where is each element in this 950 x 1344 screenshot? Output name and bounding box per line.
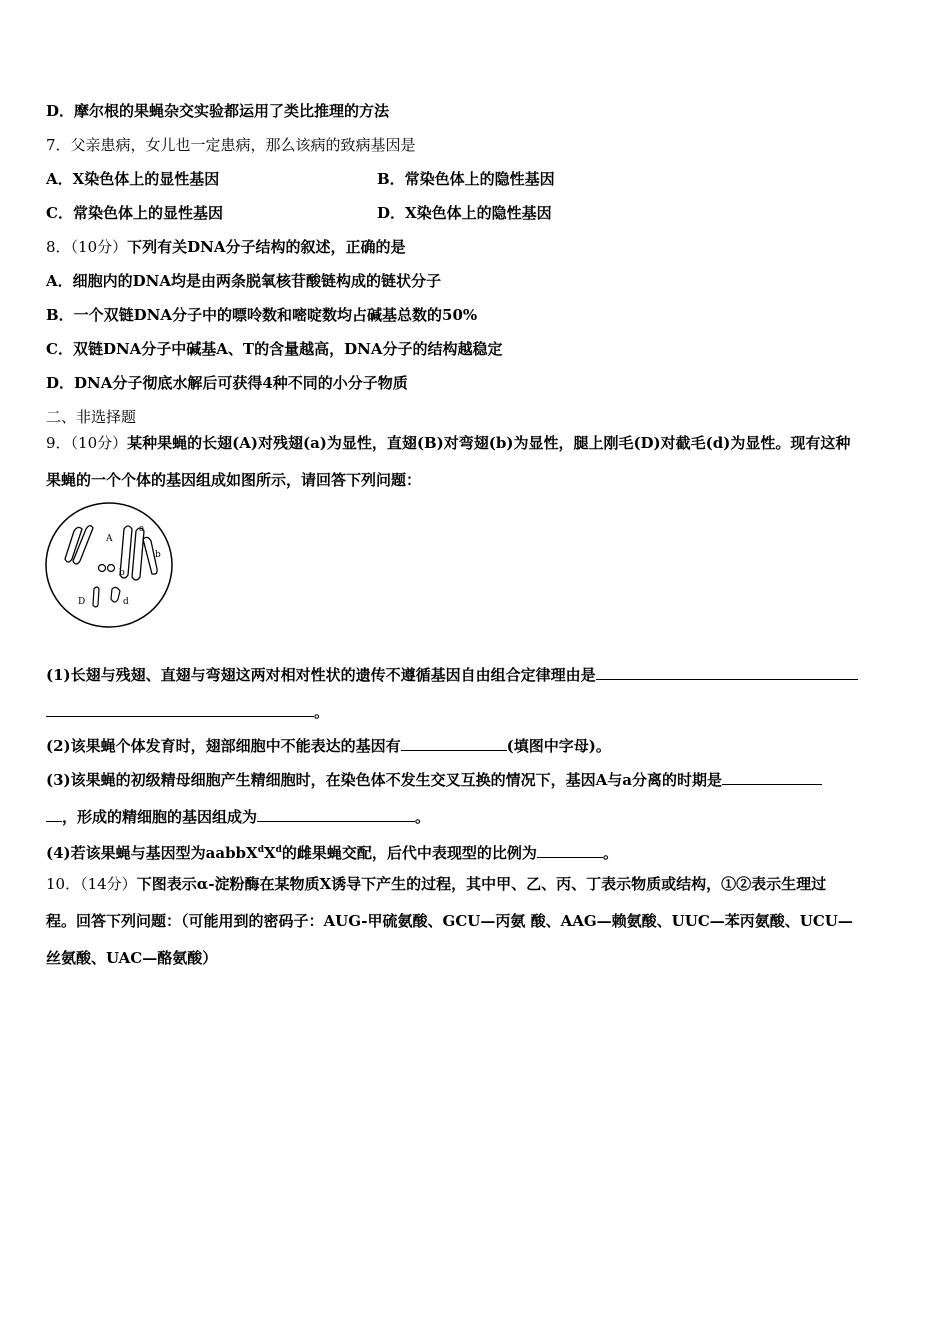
- q7-option-d: D．X染色体上的隐性基因: [377, 204, 552, 222]
- small-chromosome-2: [108, 565, 115, 572]
- q7-stem: 7．父亲患病，女儿也一定患病，那么该病的致病基因是: [46, 136, 416, 154]
- q9-stem-line2: 果蝇的一个个体的基因组成如图所示，请回答下列问题：: [46, 471, 422, 489]
- q9-sub4-x: X: [263, 844, 276, 862]
- label-A: A: [106, 534, 113, 544]
- q10-text-1: 下图表示α-淀粉酶在某物质X诱导下产生的过程，其中甲、乙、丙、丁表示物质或结构，①②表示生理过: [136, 875, 827, 893]
- q8-stem: [46, 237, 406, 257]
- q10-line1: [46, 874, 826, 894]
- q7-option-c: C．常染色体上的显性基因: [46, 204, 223, 222]
- q9-sub3-line2: [46, 805, 430, 827]
- q9-sub3-blank-1-cont[interactable]: [46, 805, 62, 822]
- q9-stem-line1: [46, 433, 850, 453]
- q10-line2: 程。回答下列问题：（可能用到的密码子：AUG-甲硫氨酸、GCU—丙氨 酸、AAG—赖氨酸、UUC—苯丙氨酸、UCU—: [46, 912, 853, 930]
- q9-sub2: [46, 734, 611, 756]
- q9-sub1-blank-2[interactable]: [46, 700, 314, 717]
- label-b-right: b: [155, 550, 161, 560]
- q9-sub4: [46, 840, 618, 863]
- q9-sub1-blank-1[interactable]: [596, 663, 858, 680]
- q9-sub1-line1: [46, 663, 858, 685]
- q7-option-b: B．常染色体上的隐性基因: [377, 170, 555, 188]
- q9-sub3-blank-1[interactable]: [722, 768, 822, 785]
- q9-sub1-line2: [46, 700, 329, 722]
- q8-number: 8．（10分）: [46, 238, 128, 256]
- q8-option-d: D．DNA分子彻底水解后可获得4种不同的小分子物质: [46, 374, 408, 392]
- q9-sub3-text: (3)该果蝇的初级精母细胞产生精细胞时，在染色体不发生交叉互换的情况下，基因A与a分离的时期是: [46, 771, 722, 789]
- label-b-left: b: [119, 568, 125, 578]
- y-chromosome: [111, 587, 120, 602]
- q9-stem-text-1: 某种果蝇的长翅(A)对残翅(a)为显性，直翅(B)对弯翅(b)为显性，腿上刚毛(D)对截毛(d)为显性。现有这种: [127, 434, 851, 452]
- q9-sub2-text: (2)该果蝇个体发育时，翅部细胞中不能表达的基因有: [46, 737, 401, 755]
- q7-option-a: A．X染色体上的显性基因: [46, 170, 220, 188]
- label-d: d: [123, 597, 129, 607]
- chromosome-4: [132, 528, 144, 580]
- q9-sub4-post: 的雌果蝇交配，后代中表现型的比例为: [281, 844, 537, 862]
- q9-sub3-blank-2[interactable]: [257, 805, 415, 822]
- q9-sub4-sup1: d: [257, 845, 264, 855]
- q6-option-d: D．摩尔根的果蝇杂交实验都运用了类比推理的方法: [46, 102, 390, 120]
- q9-sub4-end: 。: [602, 844, 618, 862]
- q9-sub4-sup2: d: [275, 845, 282, 855]
- small-chromosome-1: [99, 565, 106, 572]
- q8-option-b: B．一个双链DNA分子中的嘌呤数和嘧啶数均占碱基总数的50%: [46, 306, 478, 324]
- chromosome-figure: [44, 501, 174, 629]
- x-chromosome: [93, 587, 99, 607]
- q10-number: 10．（14分）: [46, 875, 137, 893]
- q8-option-c: C．双链DNA分子中碱基A、T的含量越高，DNA分子的结构越稳定: [46, 340, 503, 358]
- q9-number: 9．（10分）: [46, 434, 128, 452]
- q9-sub3-end: 。: [415, 808, 431, 826]
- q9-sub3-line1: [46, 768, 822, 790]
- section-title: 二、非选择题: [46, 408, 137, 426]
- q9-sub4-blank[interactable]: [537, 841, 603, 858]
- label-D: D: [78, 597, 86, 607]
- q8-option-a: A．细胞内的DNA均是由两条脱氧核苷酸链构成的链状分子: [46, 272, 441, 290]
- q8-stem-text: 下列有关DNA分子结构的叙述，正确的是: [127, 238, 406, 256]
- q9-sub4-pre: (4)若该果蝇与基因型为aabbX: [46, 844, 258, 862]
- chromosome-diagram: [44, 501, 174, 629]
- q9-sub2-end: (填图中字母)。: [506, 737, 611, 755]
- q9-sub1-text: (1)长翅与残翅、直翅与弯翅这两对相对性状的遗传不遵循基因自由组合定律理由是: [46, 666, 596, 684]
- q9-sub3-mid: ，形成的精细胞的基因组成为: [62, 808, 258, 826]
- q10-line3: 丝氨酸、UAC—酪氨酸）: [46, 949, 218, 967]
- chromosome-2: [73, 526, 93, 564]
- q9-sub1-end: 。: [314, 703, 330, 721]
- label-a: a: [139, 524, 145, 534]
- q9-sub2-blank[interactable]: [401, 734, 507, 751]
